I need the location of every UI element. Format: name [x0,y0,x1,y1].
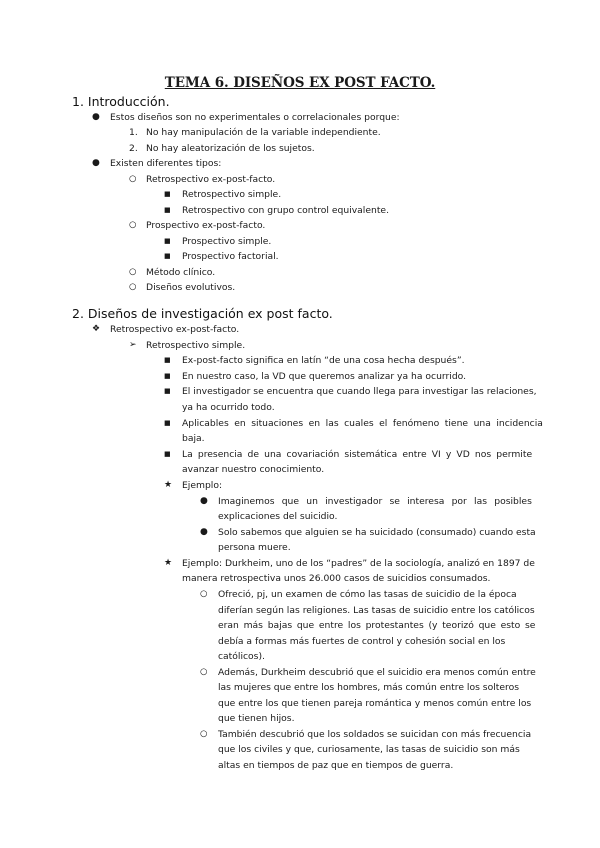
bullet-dot: ● [200,527,208,537]
intro-text: Estos diseños son no experimentales o correlacionales porque: [110,112,400,123]
type-evolutivos: Diseños evolutivos. [146,282,236,293]
bullet-circle: ○ [200,589,208,599]
document-title: TEMA 6. DISEÑOS EX POST FACTO. [164,75,436,91]
s2-retro-simple: Retrospectivo simple. [146,340,246,351]
type-prosp-simple: Prospectivo simple. [182,236,272,247]
bullet-dot: ● [92,112,100,122]
star-bullet-icon: ★ [164,558,173,568]
type-prosp: Prospectivo ex-post-facto. [146,220,266,231]
item-text: Aplicables en situaciones en las cuales el fenómeno tiene una incidencia [182,418,543,429]
type-retro-control: Retrospectivo con grupo control equivalente. [182,205,389,216]
bullet-square: ■ [164,419,171,427]
item-text: Ex-post-facto significa en latín “de una cosa hecha después”. [182,355,465,366]
bullet-square: ■ [164,190,171,198]
reason-2: No hay aleatorización de los sujetos. [146,143,315,154]
item-text: En nuestro caso, la VD que queremos analizar ya ha ocurrido. [182,371,467,382]
diamond-bullet-icon: ❖ [92,324,101,334]
bullet-dot: ● [92,158,100,168]
type-prosp-factorial: Prospectivo factorial. [182,251,279,262]
item-text: explicaciones del suicidio. [218,511,338,522]
item-text: persona muere. [218,542,291,553]
item-text: avanzar nuestro conocimiento. [182,464,325,475]
item-text: La presencia de una covariación sistemática entre VI y VD nos permite [182,449,533,460]
paragraph-line: Ofreció, pj, un examen de cómo las tasas de suicidio de la época [218,589,517,600]
item-text: manera retrospectiva unos 26.000 casos de suicidios consumados. [182,573,491,584]
paragraph-line: debía a formas más fuertes de control y cohesión social en los [218,636,506,647]
item-text: baja. [182,433,205,444]
type-retro-simple: Retrospectivo simple. [182,189,282,200]
types-intro: Existen diferentes tipos: [110,158,222,169]
bullet-circle: ○ [129,220,137,230]
bullet-square: ■ [164,372,171,380]
bullet-circle: ○ [129,282,137,292]
item-text: ya ha ocurrido todo. [182,402,275,413]
item-text: Solo sabemos que alguien se ha suicidado (consumado) cuando esta [218,527,536,538]
type-retro: Retrospectivo ex-post-facto. [146,174,276,185]
paragraph-line: altas en tiempos de paz que en tiempos de guerra. [218,760,454,771]
bullet-circle: ○ [200,667,208,677]
paragraph-line: También descubrió que los soldados se suicidan con más frecuencia [218,729,532,740]
type-clinico: Método clínico. [146,267,216,278]
bullet-square: ■ [164,450,171,458]
s2-retro: Retrospectivo ex-post-facto. [110,324,240,335]
section-2-heading: 2. Diseños de investigación ex post facto. [72,306,333,321]
reason-1: No hay manipulación de la variable independiente. [146,127,381,138]
bullet-square: ■ [164,237,171,245]
example-label: Ejemplo: [182,480,223,491]
bullet-circle: ○ [129,267,137,277]
star-bullet-icon: ★ [164,480,173,490]
bullet-square: ■ [164,387,171,395]
bullet-square: ■ [164,252,171,260]
paragraph-line: que entre los que tienen pareja romántica y menos común entre los [218,698,532,709]
paragraph-line: eran más bajas que entre los protestantes (y teorizó que esto se [218,620,536,631]
bullet-circle: ○ [129,174,137,184]
section-1-heading: 1. Introducción. [72,94,170,109]
list-number: 1. [129,127,138,138]
bullet-square: ■ [164,206,171,214]
paragraph-line: diferían según las religiones. Las tasas de suicidio entre los católicos [218,605,535,616]
paragraph-line: que tienen hijos. [218,713,295,724]
paragraph-line: católicos). [218,651,265,662]
bullet-dot: ● [200,496,208,506]
item-text: El investigador se encuentra que cuando llega para investigar las relaciones, [182,386,537,397]
arrow-bullet-icon: ➢ [129,340,137,350]
paragraph-line: Además, Durkheim descubrió que el suicidio era menos común entre [218,667,536,678]
paragraph-line: las mujeres que entre los hombres, más común entre los solteros [218,682,519,693]
paragraph-line: que los civiles y que, curiosamente, las tasas de suicidio son más [218,744,520,755]
bullet-circle: ○ [200,729,208,739]
item-text: Ejemplo: Durkheim, uno de los “padres” de la sociología, analizó en 1897 de [182,558,535,569]
item-text: Imaginemos que un investigador se interesa por las posibles [218,496,532,507]
list-number: 2. [129,143,138,154]
bullet-square: ■ [164,356,171,364]
